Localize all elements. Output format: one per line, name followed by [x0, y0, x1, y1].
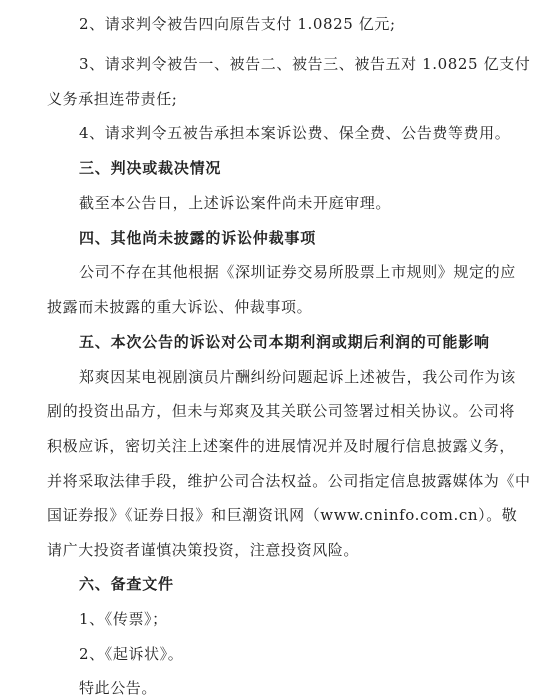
closing-statement: 特此公告。 — [79, 679, 158, 697]
claim-item-2: 2、请求判令被告四向原告支付 1.0825 亿元; — [79, 15, 396, 33]
claim-item-3: 3、请求判令被告一、被告二、被告三、被告五对 1.0825 亿支付 — [79, 55, 531, 73]
other-litigation-line-1: 公司不存在其他根据《深圳证券交易所股票上市规则》规定的应 — [79, 263, 516, 281]
impact-paragraph-line-6: 请广大投资者谨慎决策投资，注意投资风险。 — [47, 541, 360, 559]
impact-paragraph-line-2: 剧的投资出品方，但未与郑爽及其关联公司签署过相关协议。公司将 — [47, 402, 516, 420]
claim-item-4: 4、请求判令五被告承担本案诉讼费、保全费、公告费等费用。 — [79, 124, 511, 142]
section-heading-other-litigation: 四、其他尚未披露的诉讼仲裁事项 — [79, 229, 317, 247]
claim-item-3-cont: 义务承担连带责任; — [47, 90, 178, 108]
impact-paragraph-line-4: 并将采取法律手段，维护公司合法权益。公司指定信息披露媒体为《中 — [47, 472, 531, 490]
section-heading-documents: 六、备查文件 — [79, 575, 174, 593]
impact-paragraph-line-3: 积极应诉，密切关注上述案件的进展情况并及时履行信息披露义务， — [47, 437, 516, 455]
section-heading-judgment: 三、判决或裁决情况 — [79, 159, 222, 177]
judgment-paragraph: 截至本公告日，上述诉讼案件尚未开庭审理。 — [79, 194, 392, 212]
document-item-1: 1、《传票》； — [79, 610, 168, 628]
document-item-2: 2、《起诉状》。 — [79, 645, 184, 663]
impact-paragraph-line-1: 郑爽因某电视剧演员片酬纠纷问题起诉上述被告，我公司作为该 — [79, 368, 516, 386]
other-litigation-line-2: 披露而未披露的重大诉讼、仲裁事项。 — [47, 298, 313, 316]
section-heading-profit-impact: 五、本次公告的诉讼对公司本期利润或期后利润的可能影响 — [79, 333, 490, 351]
impact-paragraph-line-5: 国证券报》《证券日报》和巨潮资讯网（www.cninfo.com.cn）。敬 — [47, 506, 518, 524]
